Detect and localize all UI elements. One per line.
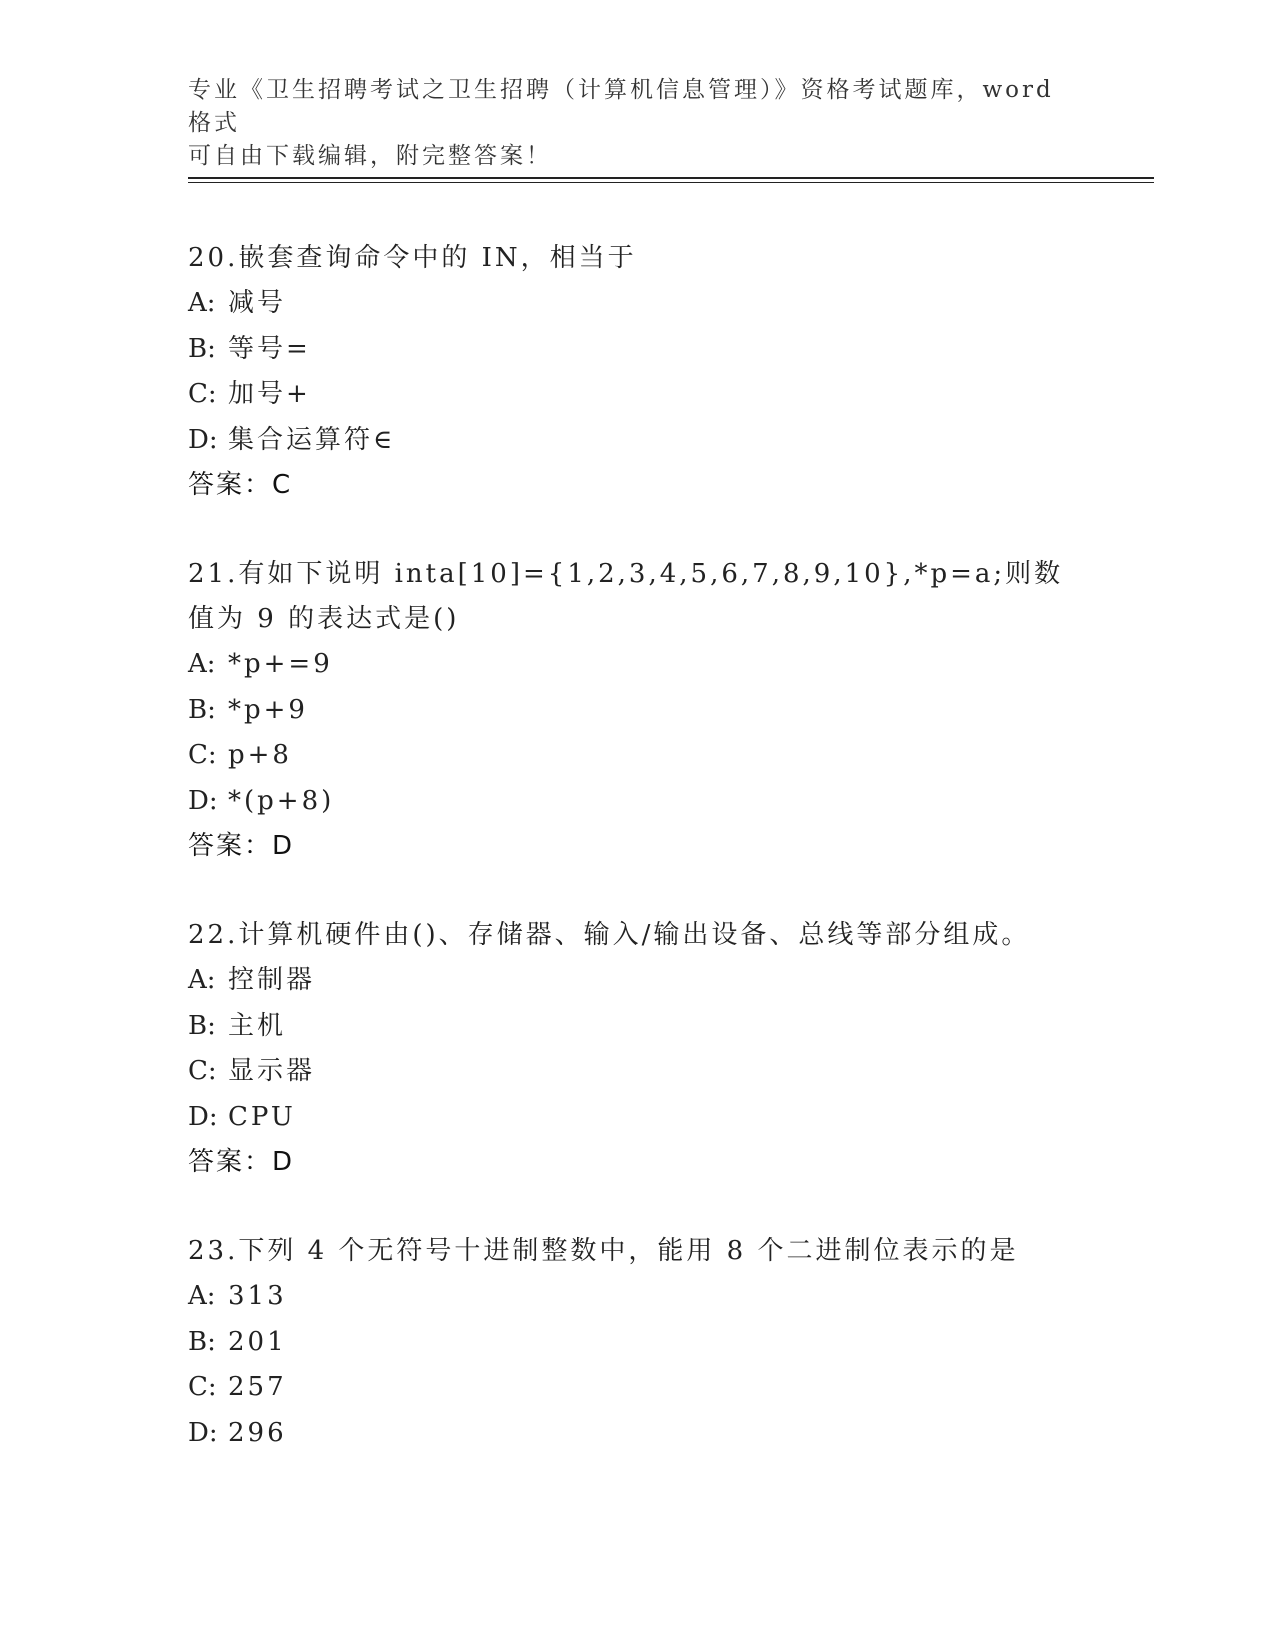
option-d: [188, 1095, 1088, 1141]
answer-line: 答案：C: [188, 470, 293, 500]
option-label: B:: [188, 694, 216, 725]
option-label: C:: [188, 1372, 217, 1402]
option-label: D:: [188, 785, 218, 816]
option-text: *(p+8): [228, 785, 335, 816]
option-text: 257: [228, 1372, 287, 1402]
question-text: 21.有如下说明 inta[10]={1,2,3,4,5,6,7,8,9,10},*p=a;则数值为 9 的表达式是(): [188, 559, 1064, 634]
option-text: 显示器: [228, 1056, 316, 1086]
option-label: A:: [188, 1281, 216, 1311]
option-text: *p+=9: [228, 649, 333, 679]
option-text: 等号=: [228, 333, 311, 364]
option-b: [188, 1320, 1088, 1366]
option-label: D:: [188, 1417, 218, 1448]
header-divider-thick: [188, 177, 1154, 179]
option-label: B:: [188, 1010, 216, 1041]
answer-line: 答案：D: [188, 1147, 295, 1177]
question-list: [188, 236, 1088, 1500]
question-23: [188, 1229, 1088, 1456]
option-c: [188, 733, 1088, 779]
header-divider-thin: [188, 182, 1154, 183]
option-a: [188, 1274, 1088, 1320]
header-intro-line-2: 可自由下载编辑，附完整答案！: [188, 143, 552, 169]
option-text: *p+9: [228, 694, 308, 725]
question-20: [188, 236, 1088, 508]
question-21: [188, 552, 1088, 869]
option-label: D:: [188, 1101, 218, 1132]
option-d: [188, 1411, 1088, 1457]
option-a: [188, 958, 1088, 1004]
option-c: [188, 1049, 1088, 1095]
option-label: C:: [188, 740, 217, 770]
option-text: 减号: [228, 288, 287, 318]
option-label: C:: [188, 379, 217, 409]
option-d: [188, 418, 1088, 464]
option-text: 313: [228, 1281, 287, 1311]
document-header: [188, 74, 1068, 173]
option-b: [188, 688, 1088, 734]
option-text: 主机: [228, 1010, 287, 1041]
question-text: 23.下列 4 个无符号十进制整数中，能用 8 个二进制位表示的是: [188, 1236, 1019, 1266]
option-c: [188, 372, 1088, 418]
option-label: C:: [188, 1056, 217, 1086]
option-label: A:: [188, 965, 216, 995]
option-text: 集合运算符∈: [228, 424, 396, 455]
option-text: p+8: [228, 740, 292, 770]
option-d: [188, 779, 1088, 825]
option-label: A:: [188, 288, 216, 318]
option-label: B:: [188, 333, 216, 364]
option-label: B:: [188, 1326, 216, 1357]
header-intro-line-1: 专业《卫生招聘考试之卫生招聘（计算机信息管理）》资格考试题库，word 格式: [188, 77, 1054, 136]
option-text: 201: [228, 1326, 287, 1357]
option-a: [188, 281, 1088, 327]
option-label: A:: [188, 649, 216, 679]
option-text: 控制器: [228, 965, 316, 995]
option-b: [188, 327, 1088, 373]
option-c: [188, 1365, 1088, 1411]
option-text: 加号+: [228, 379, 311, 409]
option-a: [188, 642, 1088, 688]
option-b: [188, 1004, 1088, 1050]
answer-line: 答案：D: [188, 831, 295, 861]
question-22: [188, 913, 1088, 1185]
question-text: 20.嵌套查询命令中的 IN，相当于: [188, 243, 637, 273]
option-label: D:: [188, 424, 218, 455]
question-text: 22.计算机硬件由()、存储器、输入/输出设备、总线等部分组成。: [188, 920, 1031, 950]
option-text: CPU: [228, 1101, 296, 1132]
option-text: 296: [228, 1417, 287, 1448]
